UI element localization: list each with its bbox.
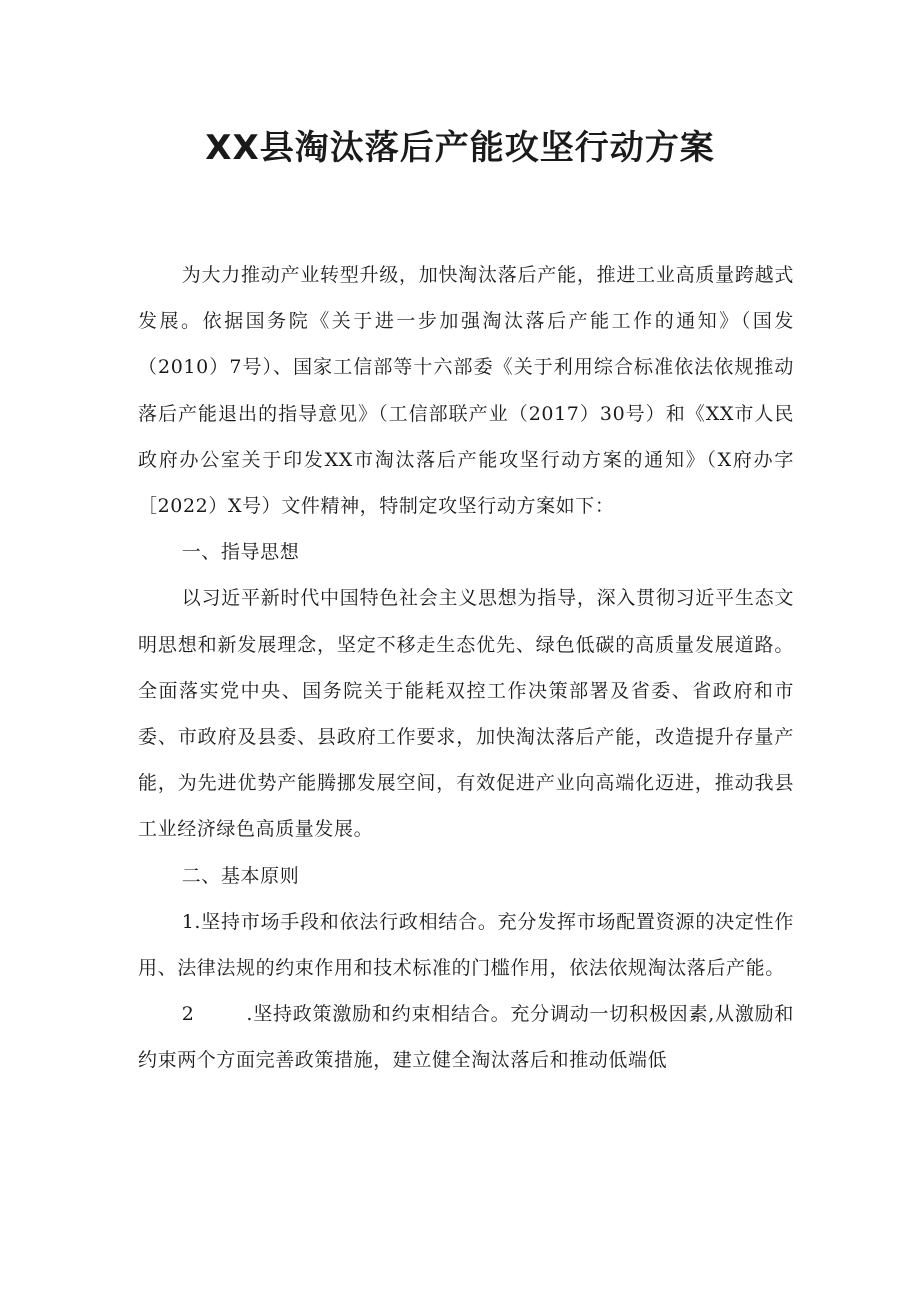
section-heading-guiding-ideology: 一、指导思想 <box>181 541 300 564</box>
guiding-ideology-paragraph: 以习近平新时代中国特色社会主义思想为指导，深入贯彻习近平生态文明思想和新发展理念，坚定不移走生态优先、绿色低碳的高质量发展道路。全面落实党中央、国务院关于能耗双控工作决策部署及省委、省政府和市委、市政府及县委、县政府工作要求，加快淘汰落后产能，改造提升存量产能，为先进优势产能腾挪发展空间，有效促进产业向高端化迈进，推动我县工业经济绿色高质量发展。 <box>138 587 794 841</box>
document-title: XX县淘汰落后产能攻坚行动方案 <box>205 128 715 168</box>
principle-2-paragraph <box>138 991 794 1083</box>
document-body <box>138 252 794 1084</box>
principle-2-text: .坚持政策激励和约束相结合。充分调动一切积极因素,从激励和约束两个方面完善政策措施，建立健全淘汰落后和推动低端低 <box>138 1003 794 1072</box>
principle-2-number: 2 <box>181 1003 195 1026</box>
intro-paragraph: 为大力推动产业转型升级，加快淘汰落后产能，推进工业高质量跨越式发展。依据国务院《关于进一步加强淘汰落后产能工作的通知》（国发（2010）7号）、国家工信部等十六部委《关于利用综合标准依法依规推动落后产能退出的指导意见》（工信部联产业（2017）30号）和《XX市人民政府办公室关于印发XX市淘汰落后产能攻坚行动方案的通知》（X府办字［2022）X号）文件精神，特制定攻坚行动方案如下： <box>138 264 794 518</box>
section-heading-basic-principles: 二、基本原则 <box>181 864 300 887</box>
principle-1-paragraph: 1.坚持市场手段和依法行政相结合。充分发挥市场配置资源的决定性作用、法律法规的约束作用和技术标准的门槛作用，依法依规淘汰落后产能。 <box>138 910 794 980</box>
